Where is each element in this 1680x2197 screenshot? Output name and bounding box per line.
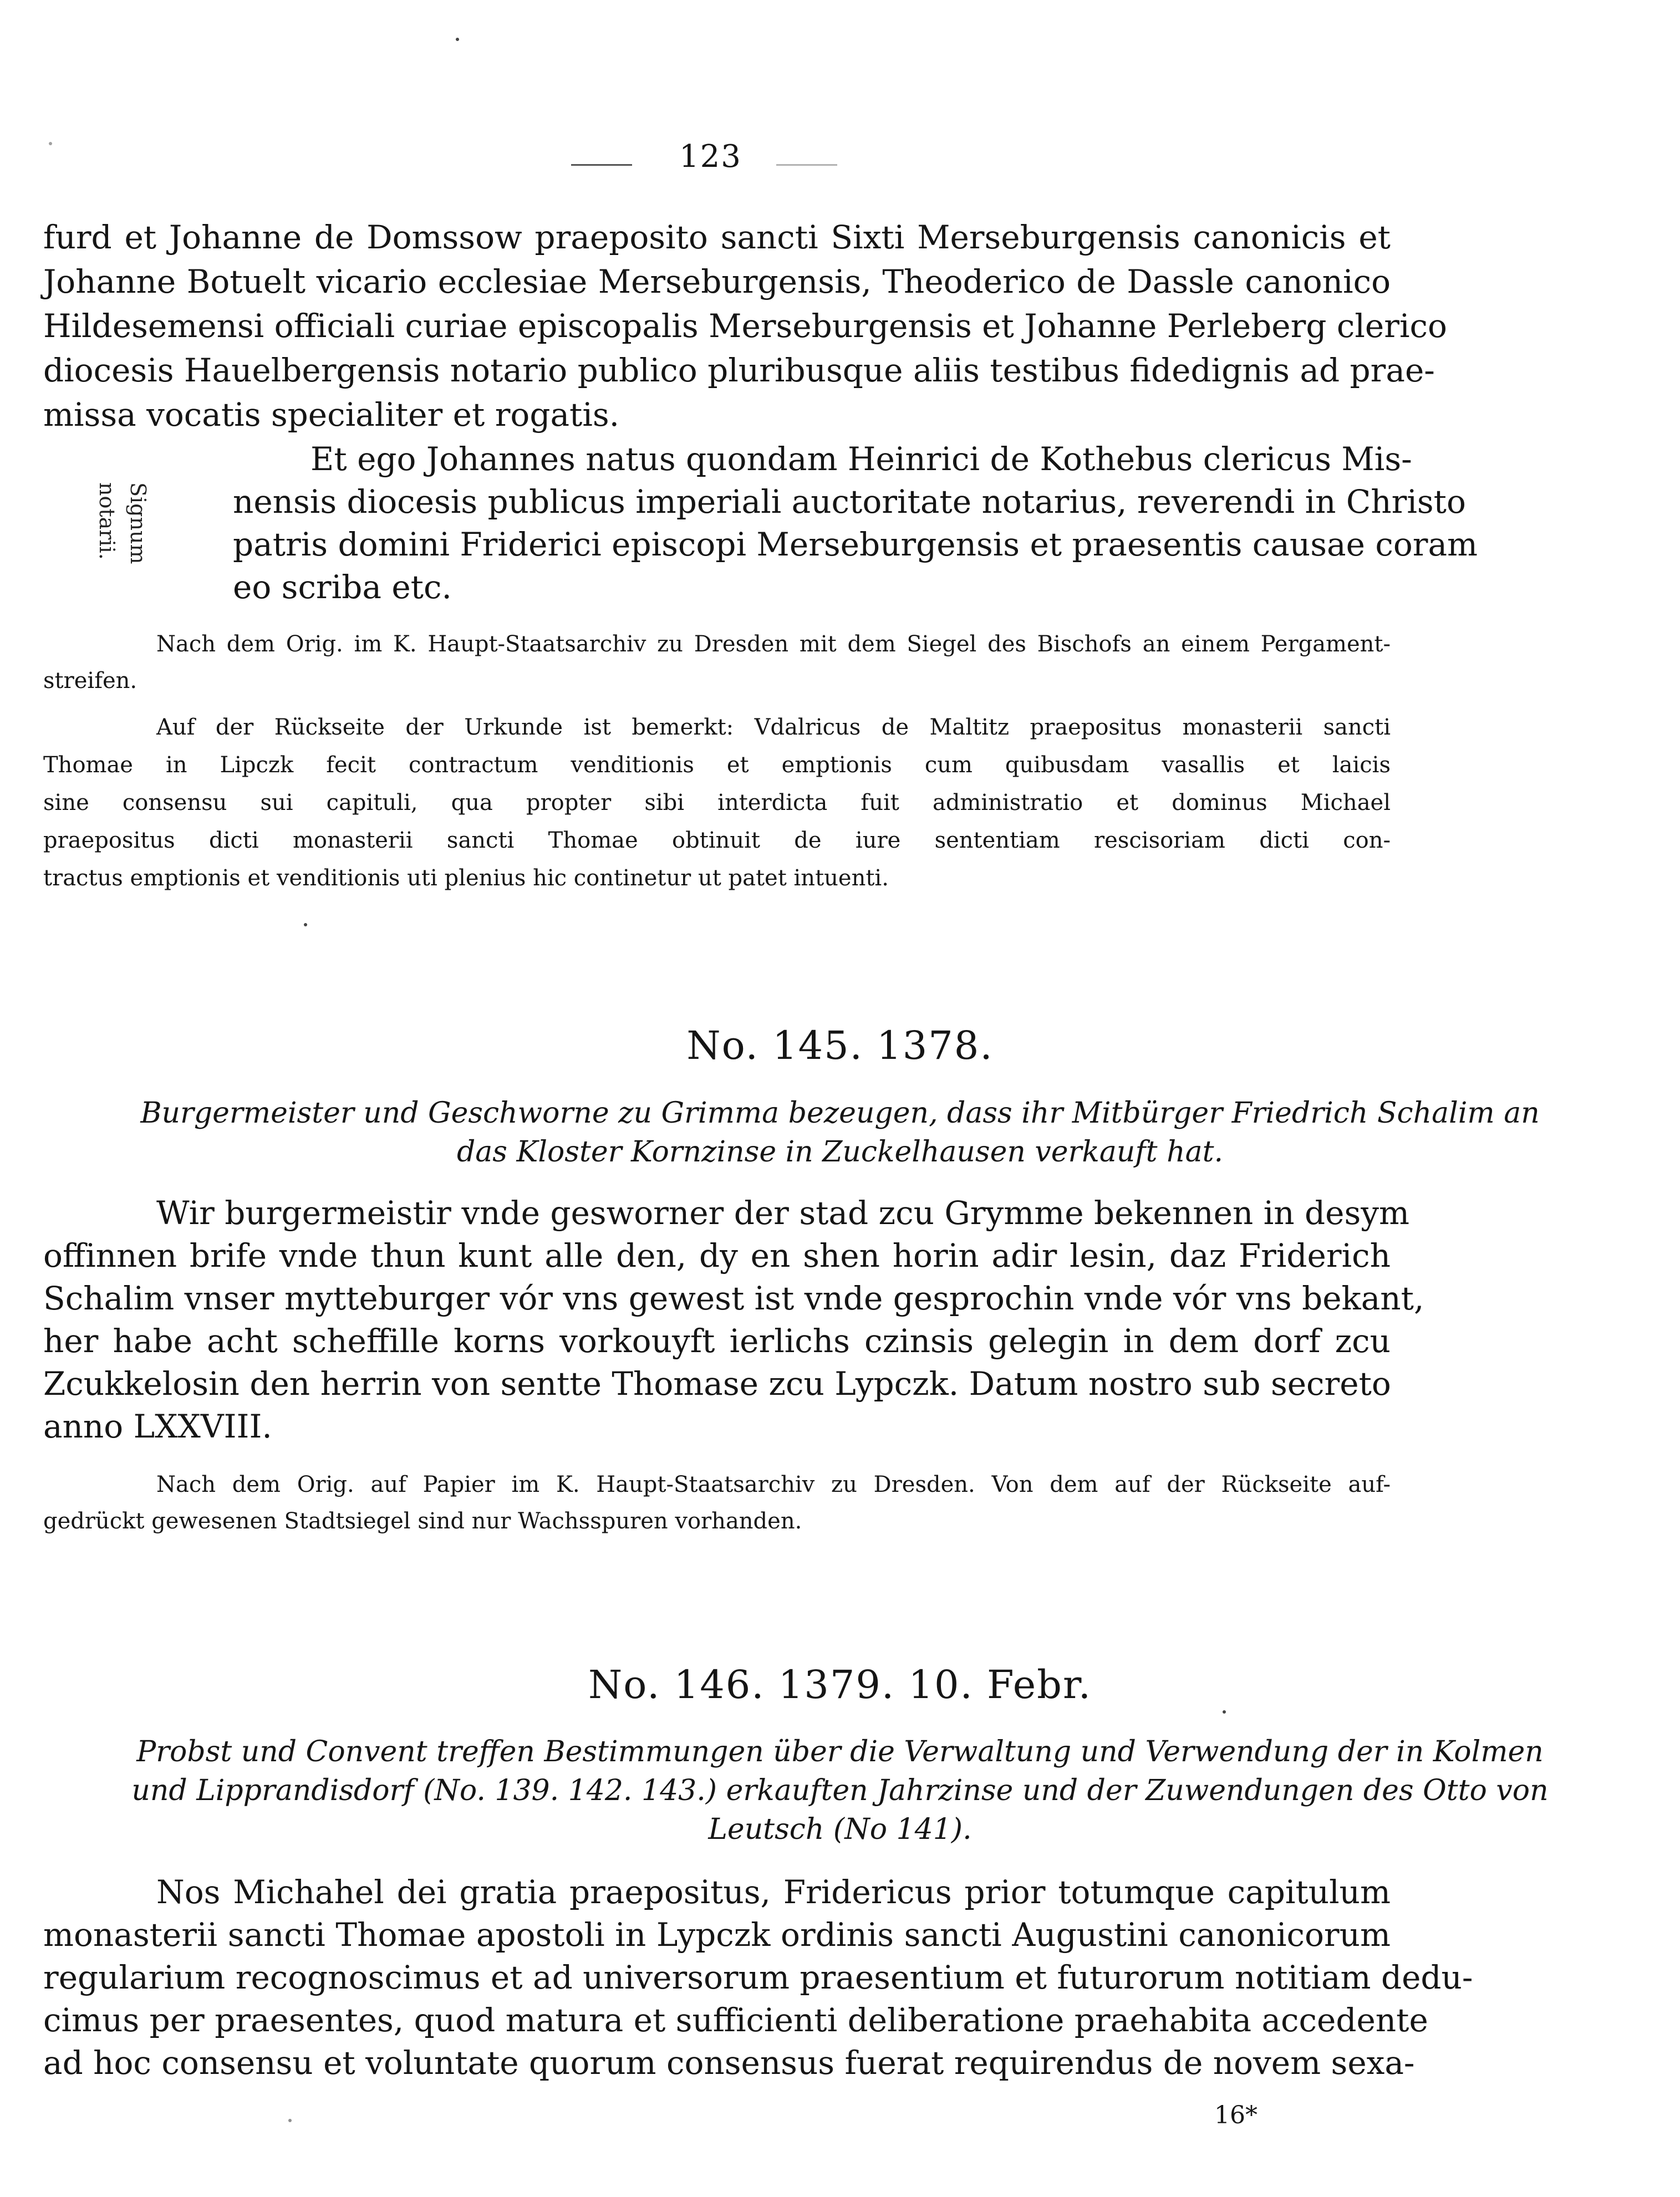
text-line: Nos Michahel dei gratia praepositus, Fridericus prior totumque capitulum [156,1873,1391,1911]
signature-mark: 16* [1214,2101,1258,2129]
document-summary-line: und Lipprandisdorf (No. 139. 142. 143.) erkauften Jahrzinse und der Zuwendungen des Otto von [131,1774,1549,1807]
signum-notarii-label [91,482,154,593]
text-line: Et ego Johannes natus quondam Heinrici de Kothebus clericus Mis- [310,440,1412,478]
header-dash-left [571,164,632,166]
text-line: Johanne Botuelt vicario ecclesiae Merseburgensis, Theoderico de Dassle canonico [43,263,1391,300]
text-line: nensis diocesis publicus imperiali auctoritate notarius, reverendi in Christo [233,483,1466,521]
bottom-speck [288,2119,292,2122]
note-line: Auf der Rückseite der Urkunde ist bemerkt: Vdalricus de Maltitz praepositus monasterii sancti [156,715,1391,740]
document-summary-line: Leutsch (No 141). [708,1813,972,1846]
note-line: praepositus dicti monasterii sancti Thomae obtinuit de iure sententiam rescisoriam dicti con- [43,828,1391,853]
note-line: gedrückt gewesenen Stadtsiegel sind nur Wachsspuren vorhanden. [43,1508,802,1534]
top-speck [456,38,459,41]
text-line: eo scriba etc. [233,568,452,606]
document-heading: No. 146. 1379. 10. Febr. [588,1662,1092,1707]
page-number: 123 [679,139,742,175]
text-line: offinnen brife vnde thun kunt alle den, dy en shen horin adir lesin, daz Friderich [43,1237,1391,1275]
document-summary-line: das Kloster Kornzinse in Zuckelhausen verkauft hat. [456,1135,1223,1169]
margin-speck [49,142,52,145]
document-summary-line: Probst und Convent treffen Bestimmungen über die Verwaltung und Verwendung der in Kolmen [136,1735,1544,1768]
document-heading: No. 145. 1378. [686,1023,994,1068]
text-line: ad hoc consensu et voluntate quorum consensus fuerat requirendus de novem sexa- [43,2044,1415,2082]
text-line: Zcukkelosin den herrin von sentte Thomase zcu Lypczk. Datum nostro sub secreto [43,1365,1391,1403]
text-line: her habe acht scheffille korns vorkouyft ierlichs czinsis gelegin in dem dorf zcu [43,1322,1391,1360]
text-line: Hildesemensi officiali curiae episcopalis Merseburgensis et Johanne Perleberg clerico [43,307,1447,345]
text-line: missa vocatis specialiter et rogatis. [43,396,620,434]
signum-line: notarii. [95,482,119,560]
note-line: Nach dem Orig. auf Papier im K. Haupt-Staatsarchiv zu Dresden. Von dem auf der Rückseite auf- [156,1472,1391,1497]
signum-line: Signum [126,482,150,564]
header-dash-right [776,164,837,166]
note-line: tractus emptionis et venditionis uti plenius hic continetur ut patet intuenti. [43,865,889,891]
text-line: anno LXXVIII. [43,1408,272,1445]
note-line: sine consensu sui capituli, qua propter sibi interdicta fuit administratio et dominus Michael [43,790,1391,815]
text-line: furd et Johanne de Domssow praeposito sancti Sixti Merseburgensis canonicis et [43,218,1391,256]
text-line: regularium recognoscimus et ad universorum praesentium et futurorum notitiam dedu- [43,1959,1473,1996]
note-line: Thomae in Lipczk fecit contractum venditionis et emptionis cum quibusdam vasallis et laicis [43,752,1391,778]
text-line: Schalim vnser mytteburger vór vns gewest ist vnde gesprochin vnde vór vns bekant, [43,1280,1424,1317]
note-line: Nach dem Orig. im K. Haupt-Staatsarchiv zu Dresden mit dem Siegel des Bischofs an einem Pergament- [156,631,1391,657]
text-line: cimus per praesentes, quod matura et sufficienti deliberatione praehabita accedente [43,2001,1428,2039]
text-line: Wir burgermeistir vnde gesworner der stad zcu Grymme bekennen in desym [156,1194,1410,1232]
text-line: diocesis Hauelbergensis notario publico pluribusque aliis testibus fidedignis ad prae- [43,351,1435,389]
note-line: streifen. [43,668,138,694]
dot-mark [1223,1710,1226,1714]
dot-mark [304,923,307,926]
text-line: patris domini Friderici episcopi Merseburgensis et praesentis causae coram [233,526,1478,563]
document-summary-line: Burgermeister und Geschworne zu Grimma bezeugen, dass ihr Mitbürger Friedrich Schalim an [140,1097,1540,1130]
text-line: monasterii sancti Thomae apostoli in Lypczk ordinis sancti Augustini canonicorum [43,1916,1391,1954]
